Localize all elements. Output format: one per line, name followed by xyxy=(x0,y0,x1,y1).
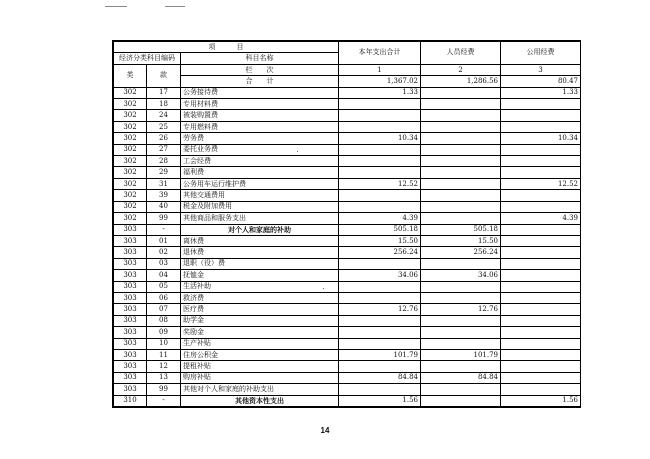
table-row xyxy=(114,121,581,132)
cell-public xyxy=(501,384,581,395)
expenditure-table xyxy=(113,41,581,407)
table-row xyxy=(114,349,581,360)
cell-public xyxy=(501,258,581,269)
table-row xyxy=(114,247,581,258)
cell-total xyxy=(339,144,421,155)
cell-section: 10 xyxy=(147,338,181,349)
cell-total xyxy=(339,384,421,395)
table-row xyxy=(114,372,581,383)
cell-total xyxy=(339,281,421,292)
cell-public xyxy=(501,361,581,372)
cell-class: 303 xyxy=(114,281,147,292)
table-row xyxy=(114,258,581,269)
header-subject-name: 科目名称 xyxy=(181,53,339,64)
cell-class: 302 xyxy=(114,144,147,155)
cell-subject-name: 退休费 xyxy=(181,247,339,258)
cell-personnel xyxy=(421,201,501,212)
cell-personnel xyxy=(421,110,501,121)
cell-section: 07 xyxy=(147,304,181,315)
table-row xyxy=(114,190,581,201)
cell-class: 303 xyxy=(114,270,147,281)
cell-subject-name: 医疗费 xyxy=(181,304,339,315)
table-row xyxy=(114,178,581,189)
cell-total xyxy=(339,110,421,121)
cell-section: 05 xyxy=(147,281,181,292)
cell-public xyxy=(501,372,581,383)
total-sum-total: 1,367.02 xyxy=(339,76,421,87)
cell-class: 302 xyxy=(114,121,147,132)
table-row xyxy=(114,99,581,110)
cell-public xyxy=(501,281,581,292)
cell-public: 12.52 xyxy=(501,178,581,189)
cell-class: 303 xyxy=(114,292,147,303)
header-section: 款 xyxy=(147,64,181,87)
table-row xyxy=(114,338,581,349)
cell-class: 302 xyxy=(114,201,147,212)
cell-public xyxy=(501,156,581,167)
cell-subject-name: 抚恤金 xyxy=(181,270,339,281)
cell-section: - xyxy=(147,224,181,235)
cell-total: 1.56 xyxy=(339,395,421,406)
cell-subject-name: 助学金 xyxy=(181,315,339,326)
table-row xyxy=(114,133,581,144)
cell-section: 08 xyxy=(147,315,181,326)
cell-public xyxy=(501,292,581,303)
cell-public xyxy=(501,144,581,155)
cell-subject-name: 其他资本性支出 xyxy=(181,395,339,406)
total-label: 合 计 xyxy=(181,76,339,87)
expenditure-table-sheet xyxy=(112,40,581,408)
cell-total: 12.52 xyxy=(339,178,421,189)
table-row xyxy=(114,281,581,292)
cell-subject-name: 福利费 xyxy=(181,167,339,178)
cell-section: 04 xyxy=(147,270,181,281)
cell-section: 06 xyxy=(147,292,181,303)
header-idx-3: 3 xyxy=(501,64,581,75)
table-row xyxy=(114,304,581,315)
header-col-total: 本年支出合计 xyxy=(339,42,421,65)
cell-personnel xyxy=(421,167,501,178)
cell-subject-name: 公务接待费 xyxy=(181,87,339,98)
cell-subject-name: 公务用车运行维护费 xyxy=(181,178,339,189)
cell-public xyxy=(501,304,581,315)
cell-personnel xyxy=(421,361,501,372)
cell-personnel: 15.50 xyxy=(421,235,501,246)
cell-total: 12.76 xyxy=(339,304,421,315)
cell-total xyxy=(339,99,421,110)
cell-class: 302 xyxy=(114,110,147,121)
cell-class: 303 xyxy=(114,338,147,349)
header-econ-code: 经济分类科目编码 xyxy=(114,53,181,64)
cell-section: 01 xyxy=(147,235,181,246)
total-sum-personnel: 1,286.56 xyxy=(421,76,501,87)
cell-section: - xyxy=(147,395,181,406)
cell-personnel xyxy=(421,327,501,338)
cell-subject-name: 退职（役）费 xyxy=(181,258,339,269)
cell-subject-name: 生产补贴 xyxy=(181,338,339,349)
cell-public xyxy=(501,190,581,201)
cell-class: 310 xyxy=(114,395,147,406)
header-item: 项 目 xyxy=(114,42,339,53)
cell-total xyxy=(339,156,421,167)
cell-total xyxy=(339,315,421,326)
cell-subject-name: 其他对个人和家庭的补助支出 xyxy=(181,384,339,395)
cell-public xyxy=(501,110,581,121)
cell-public xyxy=(501,270,581,281)
cell-class: 302 xyxy=(114,133,147,144)
cell-section: 17 xyxy=(147,87,181,98)
header-class: 类 xyxy=(114,64,147,87)
cell-public xyxy=(501,349,581,360)
cell-public xyxy=(501,201,581,212)
cell-public xyxy=(501,315,581,326)
cell-total xyxy=(339,338,421,349)
cell-total: 15.50 xyxy=(339,235,421,246)
cell-section: 29 xyxy=(147,167,181,178)
table-row xyxy=(114,384,581,395)
cell-total xyxy=(339,190,421,201)
cell-class: 303 xyxy=(114,304,147,315)
table-row xyxy=(114,87,581,98)
cell-class: 303 xyxy=(114,372,147,383)
cell-section: 31 xyxy=(147,178,181,189)
cell-subject-name: 税金及附加费用 xyxy=(181,201,339,212)
cell-public: 1.56 xyxy=(501,395,581,406)
cell-section: 39 xyxy=(147,190,181,201)
cell-subject-name: 生活补助 xyxy=(181,281,339,292)
cell-total: 101.79 xyxy=(339,349,421,360)
cell-public xyxy=(501,99,581,110)
cell-public: 4.39 xyxy=(501,213,581,224)
cell-subject-name: 对个人和家庭的补助 xyxy=(181,224,339,235)
cell-section: 99 xyxy=(147,213,181,224)
cell-class: 303 xyxy=(114,247,147,258)
cell-subject-name: 被装购置费 xyxy=(181,110,339,121)
cell-personnel: 505.18 xyxy=(421,224,501,235)
cell-total: 84.84 xyxy=(339,372,421,383)
cell-personnel xyxy=(421,338,501,349)
cell-total xyxy=(339,201,421,212)
cell-subject-name: 专用材料费 xyxy=(181,99,339,110)
header-col-row: 栏 次 xyxy=(181,64,339,75)
cell-personnel: 84.84 xyxy=(421,372,501,383)
table-row xyxy=(114,270,581,281)
cell-subject-name: 专用燃料费 xyxy=(181,121,339,132)
cell-total: 505.18 xyxy=(339,224,421,235)
cell-section: 09 xyxy=(147,327,181,338)
cell-total: 256.24 xyxy=(339,247,421,258)
table-row xyxy=(114,235,581,246)
scan-speck xyxy=(297,151,298,152)
table-row xyxy=(114,327,581,338)
cell-personnel: 34.06 xyxy=(421,270,501,281)
cell-personnel xyxy=(421,213,501,224)
cell-personnel xyxy=(421,281,501,292)
cell-class: 302 xyxy=(114,156,147,167)
cell-personnel xyxy=(421,178,501,189)
cell-total xyxy=(339,327,421,338)
scan-speck xyxy=(323,288,324,289)
cell-section: 24 xyxy=(147,110,181,121)
cell-class: 302 xyxy=(114,178,147,189)
cell-personnel xyxy=(421,292,501,303)
cell-class: 302 xyxy=(114,167,147,178)
table-row xyxy=(114,395,581,406)
cell-class: 303 xyxy=(114,315,147,326)
header-idx-2: 2 xyxy=(421,64,501,75)
header-row-total xyxy=(114,76,581,87)
table-row xyxy=(114,167,581,178)
cell-total: 34.06 xyxy=(339,270,421,281)
total-sum-public: 80.47 xyxy=(501,76,581,87)
cell-total xyxy=(339,167,421,178)
cell-section: 18 xyxy=(147,99,181,110)
cell-total xyxy=(339,121,421,132)
cell-class: 303 xyxy=(114,327,147,338)
table-row xyxy=(114,315,581,326)
cell-class: 302 xyxy=(114,190,147,201)
cell-section: 11 xyxy=(147,349,181,360)
cell-personnel: 12.76 xyxy=(421,304,501,315)
cell-personnel xyxy=(421,87,501,98)
cell-section: 25 xyxy=(147,121,181,132)
cell-class: 303 xyxy=(114,235,147,246)
header-col-public: 公用经费 xyxy=(501,42,581,65)
cell-personnel xyxy=(421,395,501,406)
cell-public: 1.33 xyxy=(501,87,581,98)
cell-public xyxy=(501,247,581,258)
cell-subject-name: 劳务费 xyxy=(181,133,339,144)
cell-public xyxy=(501,338,581,349)
cell-subject-name: 离休费 xyxy=(181,235,339,246)
cell-class: 303 xyxy=(114,224,147,235)
cell-personnel xyxy=(421,190,501,201)
table-row xyxy=(114,110,581,121)
table-row xyxy=(114,201,581,212)
cell-total: 4.39 xyxy=(339,213,421,224)
header-row-1 xyxy=(114,42,581,53)
table-row xyxy=(114,361,581,372)
cell-personnel xyxy=(421,99,501,110)
page-number: 14 xyxy=(320,426,330,435)
cell-personnel xyxy=(421,121,501,132)
cell-subject-name: 救济费 xyxy=(181,292,339,303)
cell-personnel xyxy=(421,315,501,326)
cell-class: 302 xyxy=(114,99,147,110)
cell-total xyxy=(339,258,421,269)
cell-public xyxy=(501,224,581,235)
cell-public: 10.34 xyxy=(501,133,581,144)
cell-public xyxy=(501,327,581,338)
cell-public xyxy=(501,167,581,178)
cell-class: 303 xyxy=(114,361,147,372)
cell-subject-name: 提租补贴 xyxy=(181,361,339,372)
cell-section: 28 xyxy=(147,156,181,167)
cell-subject-name: 奖励金 xyxy=(181,327,339,338)
cell-personnel xyxy=(421,133,501,144)
cell-subject-name: 购房补贴 xyxy=(181,372,339,383)
cell-section: 02 xyxy=(147,247,181,258)
cell-personnel: 256.24 xyxy=(421,247,501,258)
cell-section: 27 xyxy=(147,144,181,155)
cell-personnel xyxy=(421,144,501,155)
cell-personnel: 101.79 xyxy=(421,349,501,360)
cell-public xyxy=(501,235,581,246)
header-idx-1: 1 xyxy=(339,64,421,75)
table-row xyxy=(114,292,581,303)
cell-total: 1.33 xyxy=(339,87,421,98)
cell-subject-name: 其他交通费用 xyxy=(181,190,339,201)
cell-section: 12 xyxy=(147,361,181,372)
cell-subject-name: 住房公积金 xyxy=(181,349,339,360)
cell-section: 26 xyxy=(147,133,181,144)
cell-subject-name: 工会经费 xyxy=(181,156,339,167)
table-row xyxy=(114,213,581,224)
cell-section: 03 xyxy=(147,258,181,269)
cell-class: 302 xyxy=(114,87,147,98)
cell-class: 302 xyxy=(114,213,147,224)
cell-section: 40 xyxy=(147,201,181,212)
cell-subject-name: 其他商品和服务支出 xyxy=(181,213,339,224)
cell-class: 303 xyxy=(114,258,147,269)
cell-total xyxy=(339,292,421,303)
cell-personnel xyxy=(421,384,501,395)
cell-personnel xyxy=(421,156,501,167)
cell-total: 10.34 xyxy=(339,133,421,144)
table-row xyxy=(114,144,581,155)
cell-personnel xyxy=(421,258,501,269)
cell-total xyxy=(339,361,421,372)
cell-subject-name: 委托业务费 xyxy=(181,144,339,155)
cell-section: 99 xyxy=(147,384,181,395)
table-row xyxy=(114,156,581,167)
table-row xyxy=(114,224,581,235)
cell-class: 303 xyxy=(114,384,147,395)
cell-public xyxy=(501,121,581,132)
cell-class: 303 xyxy=(114,349,147,360)
cell-section: 13 xyxy=(147,372,181,383)
header-row-3 xyxy=(114,64,581,75)
header-col-personnel: 人员经费 xyxy=(421,42,501,65)
